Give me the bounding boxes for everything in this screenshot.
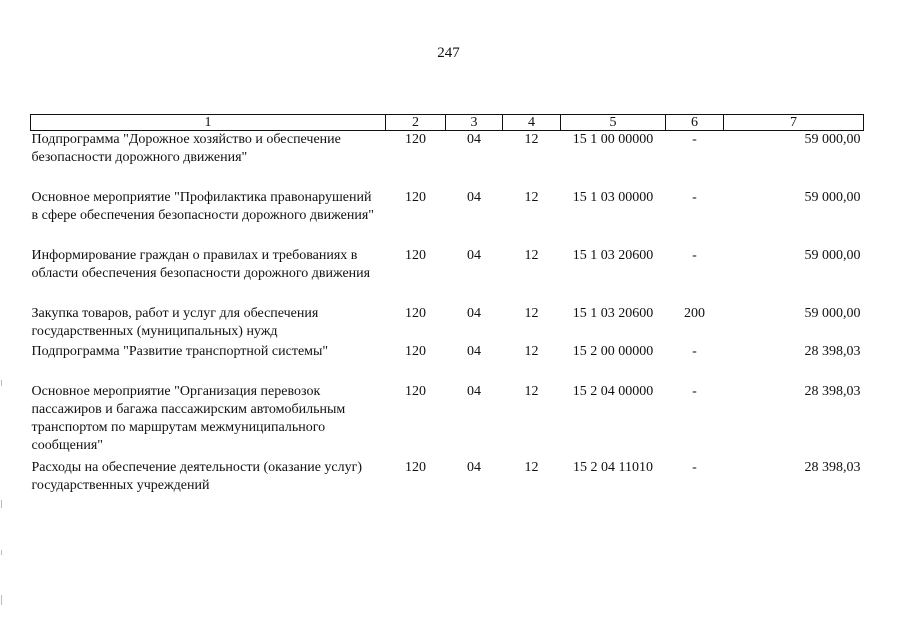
row-name: Информирование граждан о правилах и требованиях в области обеспечения безопасности дорожного движения [31, 248, 371, 281]
column-header-4: 4 [503, 115, 561, 131]
row-col-6: - [692, 190, 697, 205]
table-row [31, 459, 864, 499]
row-col-7: 59 000,00 [804, 306, 861, 321]
row-col-5: 15 1 03 20600 [572, 306, 654, 321]
row-col-3: 04 [467, 190, 481, 205]
row-col-2: 120 [405, 248, 426, 263]
row-col-4: 12 [524, 460, 539, 475]
row-col-3: 04 [467, 344, 481, 359]
row-col-4: 12 [524, 190, 539, 205]
page-number: 247 [437, 45, 460, 61]
row-col-3: 04 [467, 132, 481, 147]
row-col-6: - [692, 344, 697, 359]
row-col-2: 120 [405, 306, 426, 321]
row-col-2: 120 [405, 460, 426, 475]
row-col-2: 120 [405, 384, 426, 399]
column-header-1: 1 [31, 115, 386, 131]
row-col-3: 04 [467, 248, 481, 263]
table-row [31, 247, 864, 305]
row-name: Подпрограмма "Развитие транспортной системы" [31, 344, 329, 359]
column-header-2: 2 [386, 115, 446, 131]
row-col-5: 15 1 03 00000 [572, 190, 654, 205]
row-col-4: 12 [524, 248, 539, 263]
row-col-7: 28 398,03 [804, 344, 861, 359]
row-col-2: 120 [405, 132, 426, 147]
row-col-4: 12 [524, 306, 539, 321]
row-col-5: 15 1 00 00000 [572, 132, 654, 147]
row-name: Расходы на обеспечение деятельности (оказание услуг) государственных учреждений [31, 460, 363, 493]
row-name: Основное мероприятие "Организация перевозок пассажиров и багажа пассажирским автомобильным транспортом по маршрутам межмуниципального сообщения" [31, 384, 346, 453]
row-col-6: 200 [684, 306, 705, 321]
budget-table [30, 114, 864, 499]
row-col-3: 04 [467, 384, 481, 399]
table-row [31, 383, 864, 459]
row-col-4: 12 [524, 132, 539, 147]
row-col-2: 120 [405, 344, 426, 359]
column-header-7: 7 [724, 115, 864, 131]
row-col-3: 04 [467, 306, 481, 321]
table-row [31, 189, 864, 247]
row-col-7: 28 398,03 [804, 384, 861, 399]
row-col-7: 59 000,00 [804, 248, 861, 263]
row-col-5: 15 2 04 00000 [572, 384, 654, 399]
column-header-6: 6 [666, 115, 724, 131]
row-col-6: - [692, 248, 697, 263]
row-col-2: 120 [405, 190, 426, 205]
row-col-7: 59 000,00 [804, 132, 861, 147]
row-name: Подпрограмма "Дорожное хозяйство и обеспечение безопасности дорожного движения" [31, 132, 341, 165]
row-col-4: 12 [524, 344, 539, 359]
table-header-row [31, 115, 864, 131]
row-col-5: 15 1 03 20600 [572, 248, 654, 263]
row-name: Закупка товаров, работ и услуг для обеспечения государственных (муниципальных) нужд [31, 306, 319, 339]
row-col-3: 04 [467, 460, 481, 475]
row-col-5: 15 2 00 00000 [572, 344, 654, 359]
table-row [31, 131, 864, 190]
column-header-3: 3 [446, 115, 503, 131]
table-row [31, 305, 864, 343]
row-name: Основное мероприятие "Профилактика правонарушений в сфере обеспечения безопасности дорожного движения" [31, 190, 375, 223]
row-col-5: 15 2 04 11010 [573, 460, 653, 475]
scan-margin-marks [0, 380, 4, 620]
table-row [31, 343, 864, 383]
column-header-5: 5 [561, 115, 666, 131]
row-col-6: - [692, 460, 697, 475]
row-col-4: 12 [524, 384, 539, 399]
row-col-7: 59 000,00 [804, 190, 861, 205]
row-col-6: - [692, 384, 697, 399]
row-col-6: - [692, 132, 697, 147]
row-col-7: 28 398,03 [804, 460, 861, 475]
